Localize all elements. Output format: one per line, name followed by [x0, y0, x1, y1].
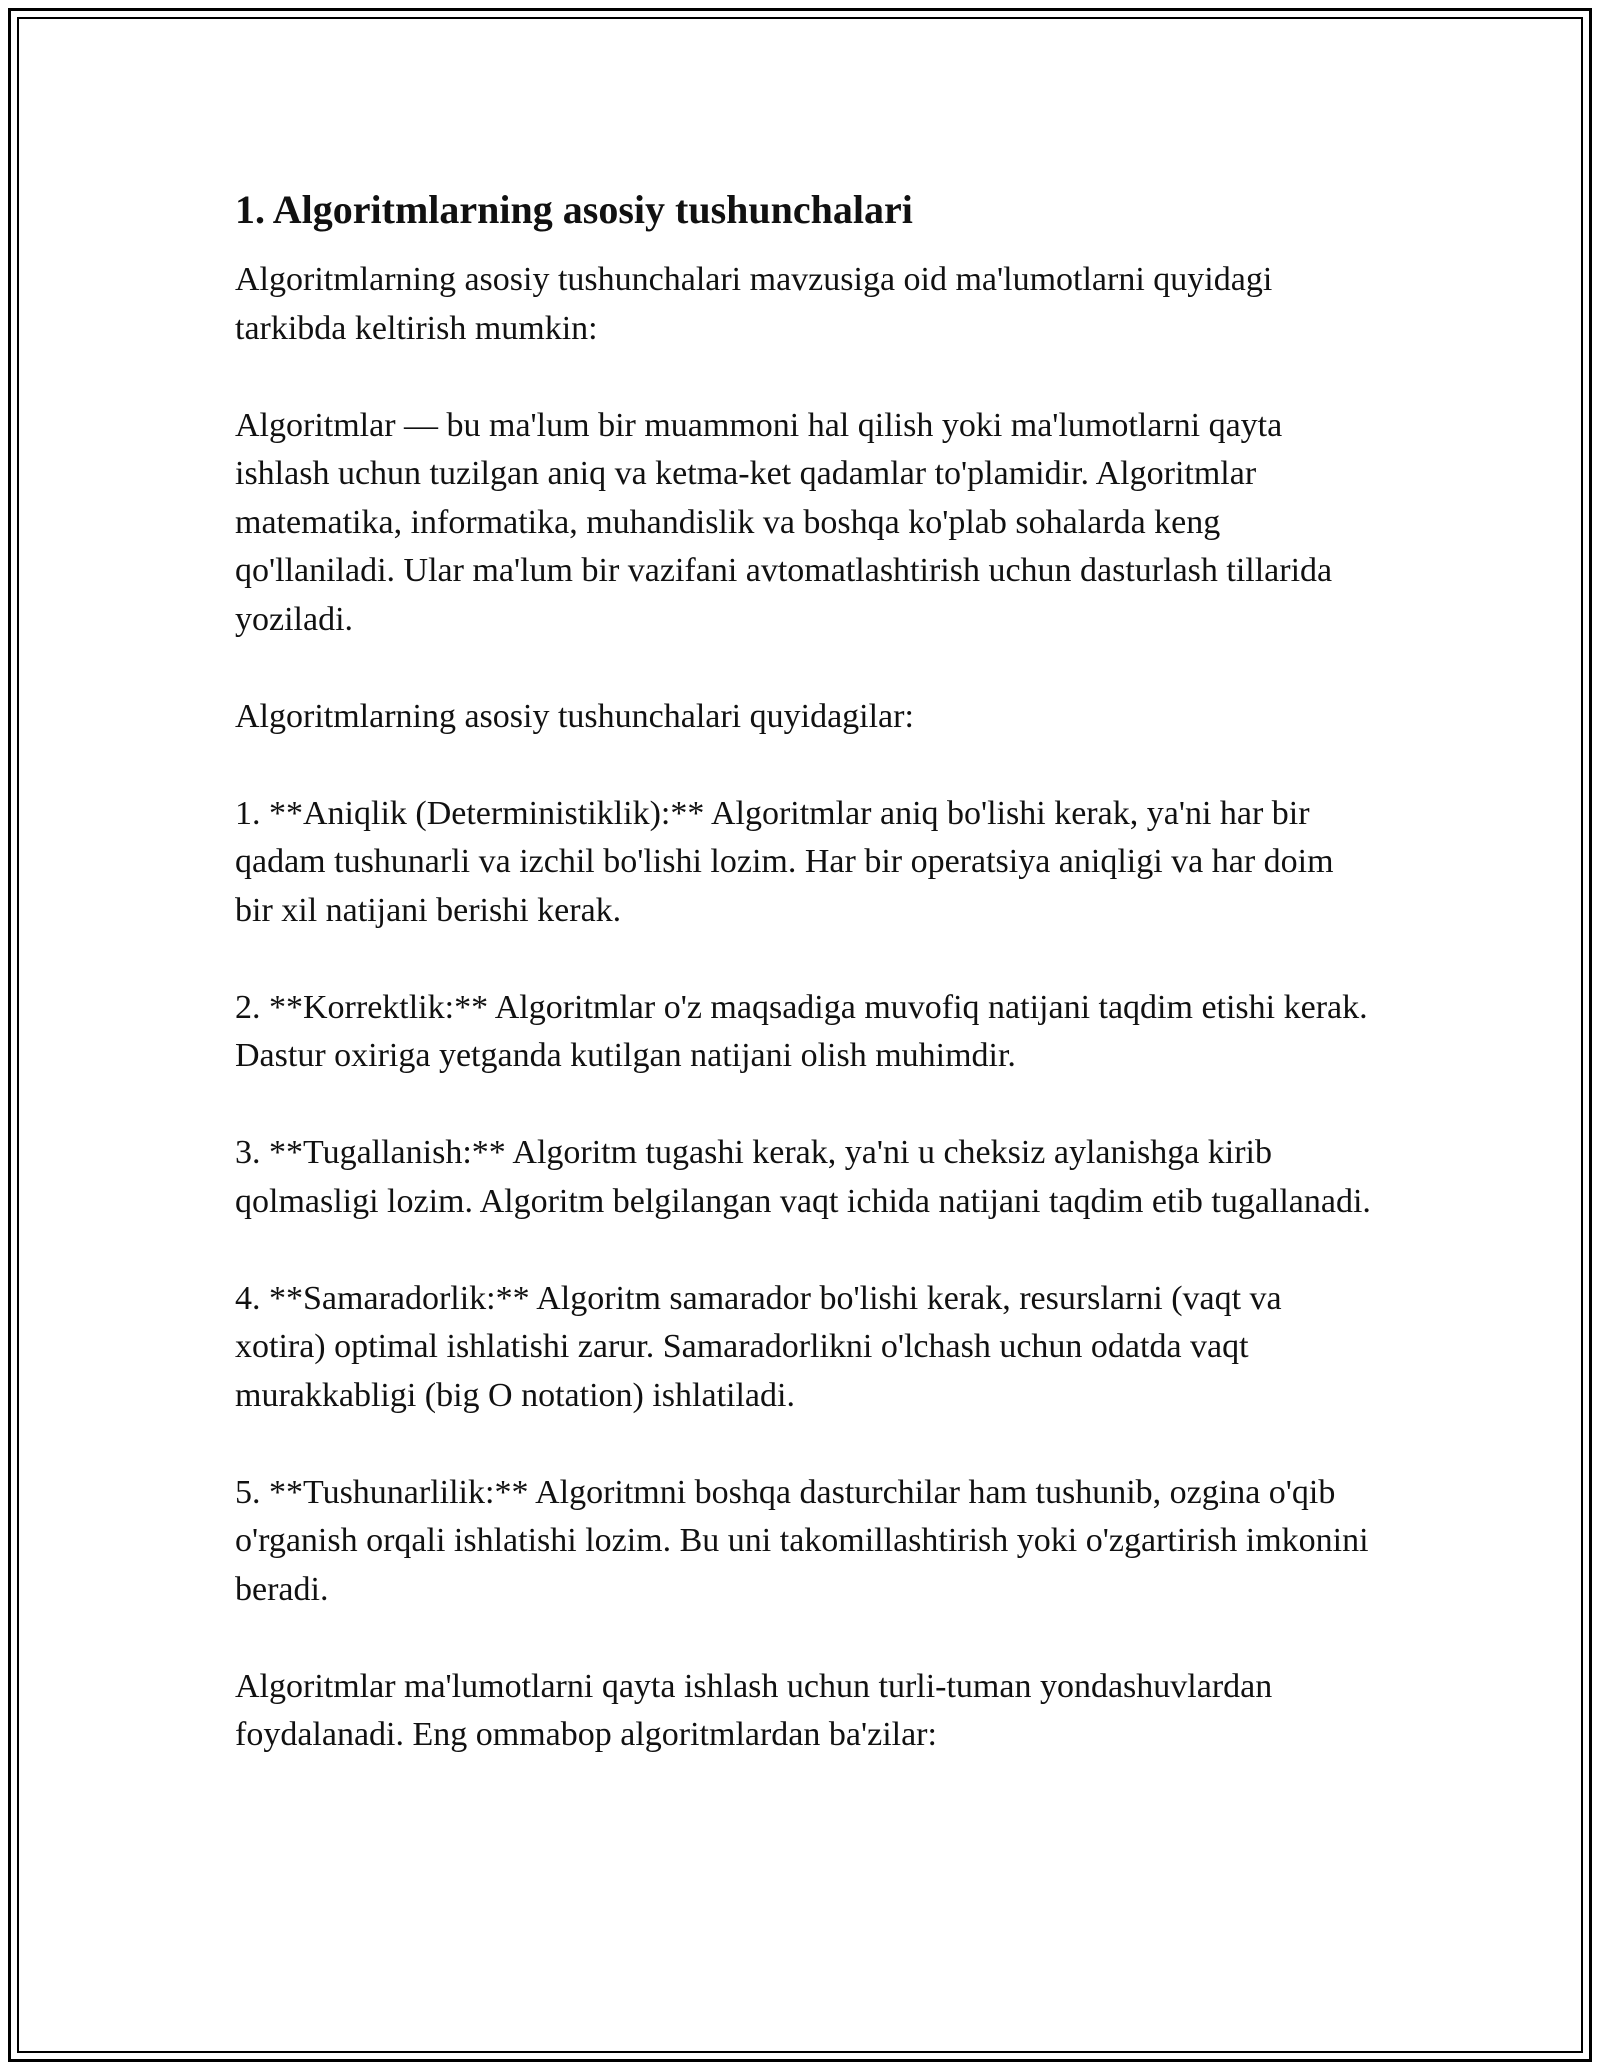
document-body	[235, 186, 1375, 1808]
list-item-efficiency: 4. **Samaradorlik:** Algoritm samarador bo'lishi kerak, resurslarni (vaqt va xotira) optimal ishlatishi zarur. Samaradorlikni o'lchash uchun odatda vaqt murakkabligi (big O notation) ishlatiladi.	[235, 1279, 1282, 1414]
list-item-clarity: 5. **Tushunarlilik:** Algoritmni boshqa dasturchilar ham tushunib, ozgina o'qib o'rganish orqali ishlatishi lozim. Bu uni takomillashtirish yoki o'zgartirish imkonini beradi.	[235, 1473, 1369, 1608]
list-item-correctness: 2. **Korrektlik:** Algoritmlar o'z maqsadiga muvofiq natijani taqdim etishi kerak. Dastur oxiriga yetganda kutilgan natijani olish muhimdir.	[235, 988, 1368, 1074]
closing-paragraph: Algoritmlar ma'lumotlarni qayta ishlash uchun turli-tuman yondashuvlardan foydalanadi. Eng ommabop algoritmlardan ba'zilar:	[235, 1667, 1273, 1753]
concepts-intro-paragraph: Algoritmlarning asosiy tushunchalari quyidagilar:	[235, 697, 914, 735]
list-item-termination: 3. **Tugallanish:** Algoritm tugashi kerak, ya'ni u cheksiz aylanishga kirib qolmasligi lozim. Algoritm belgilangan vaqt ichida natijani taqdim etib tugallanadi.	[235, 1134, 1371, 1220]
definition-paragraph: Algoritmlar — bu ma'lum bir muammoni hal qilish yoki ma'lumotlarni qayta ishlash uchun tuzilgan aniq va ketma-ket qadamlar to'plamidir. Algoritmlar matematika, informatika, muhandislik va boshqa ko'plab sohalarda keng qo'llaniladi. Ular ma'lum bir vazifani avtomatlashtirish uchun dasturlash tillarida yoziladi.	[235, 406, 1333, 638]
intro-paragraph: Algoritmlarning asosiy tushunchalari mavzusiga oid ma'lumotlarni quyidagi tarkibda keltirish mumkin:	[235, 261, 1273, 347]
list-item-determinism: 1. **Aniqlik (Deterministiklik):** Algoritmlar aniq bo'lishi kerak, ya'ni har bir qadam tushunarli va izchil bo'lishi lozim. Har bir operatsiya aniqligi va har doim bir xil natijani berishi kerak.	[235, 794, 1334, 929]
section-title: 1. Algoritmlarning asosiy tushunchalari	[235, 187, 913, 232]
